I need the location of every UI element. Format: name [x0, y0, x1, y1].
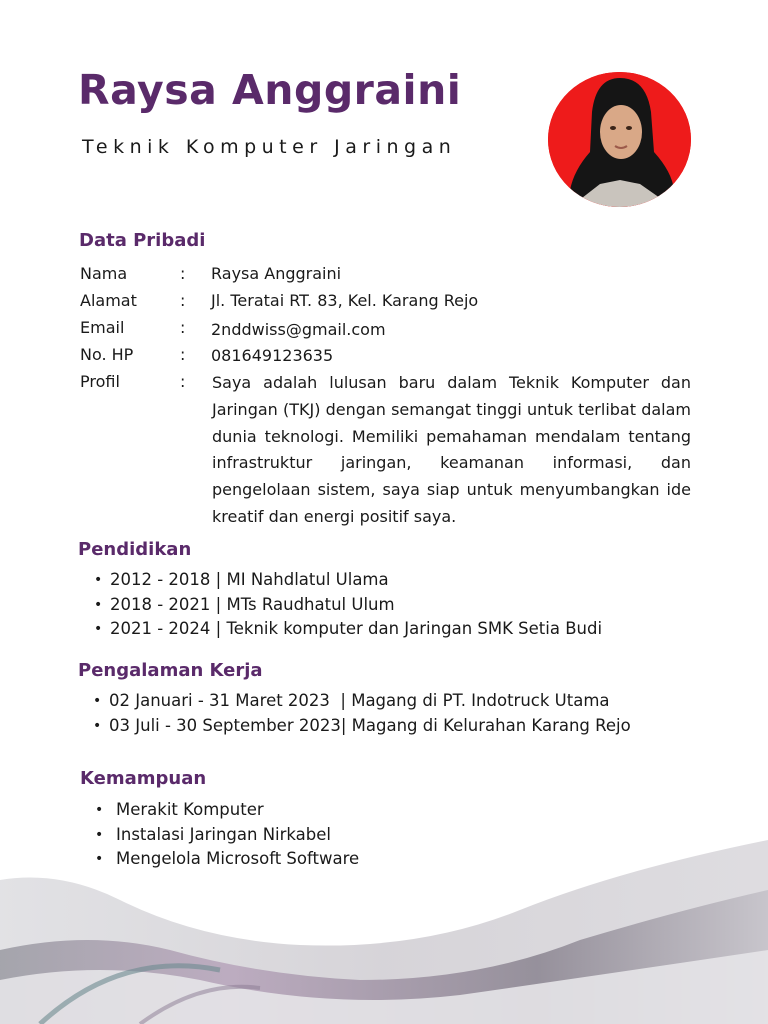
list-item: • 2018 - 2021 | MTs Raudhatul Ulum — [94, 593, 602, 618]
info-colon: : — [180, 372, 186, 391]
section-heading-kemampuan: Kemampuan — [80, 768, 207, 789]
list-item: • 2012 - 2018 | MI Nahdlatul Ulama — [94, 568, 602, 593]
pengalaman-list — [93, 689, 631, 738]
job-title: Teknik Komputer Jaringan — [82, 136, 457, 158]
info-label: Email — [80, 318, 125, 337]
profile-photo — [548, 72, 691, 207]
decorative-wave-footer — [0, 830, 768, 1024]
section-heading-pendidikan: Pendidikan — [78, 539, 192, 560]
info-label: Nama — [80, 264, 128, 283]
info-label: No. HP — [80, 345, 134, 364]
info-colon: : — [180, 264, 186, 283]
info-value: Raysa Anggraini — [211, 264, 342, 283]
section-heading-data-pribadi: Data Pribadi — [79, 230, 206, 251]
info-value: 081649123635 — [211, 346, 334, 365]
pendidikan-list — [94, 568, 602, 642]
info-label: Profil — [80, 372, 120, 391]
profile-photo-image — [548, 72, 691, 207]
info-value: 2nddwiss@gmail.com — [211, 320, 386, 339]
info-colon: : — [180, 345, 186, 364]
info-value: Jl. Teratai RT. 83, Kel. Karang Rejo — [211, 291, 479, 310]
info-label: Alamat — [80, 291, 137, 310]
list-item: • Mengelola Microsoft Software — [95, 847, 359, 872]
list-item: • 03 Juli - 30 September 2023| Magang di Kelurahan Karang Rejo — [93, 714, 631, 739]
person-name: Raysa Anggraini — [78, 66, 462, 114]
list-item: • Merakit Komputer — [95, 798, 359, 823]
info-colon: : — [180, 291, 186, 310]
list-item: • 02 Januari - 31 Maret 2023 | Magang di PT. Indotruck Utama — [93, 689, 631, 714]
section-heading-pengalaman-kerja: Pengalaman Kerja — [78, 660, 263, 681]
list-item: • 2021 - 2024 | Teknik komputer dan Jaringan SMK Setia Budi — [94, 617, 602, 642]
list-item: • Instalasi Jaringan Nirkabel — [95, 823, 359, 848]
profil-paragraph: Saya adalah lulusan baru dalam Teknik Komputer dan Jaringan (TKJ) dengan semangat tinggi untuk terlibat dalam dunia teknologi. Memiliki pemahaman mendalam tentang infrastruktur jaringan, keamanan informasi, dan pengelolaan sistem, saya siap untuk menyumbangkan ide kreatif dan energi positif saya. — [212, 373, 691, 526]
info-colon: : — [180, 318, 186, 337]
